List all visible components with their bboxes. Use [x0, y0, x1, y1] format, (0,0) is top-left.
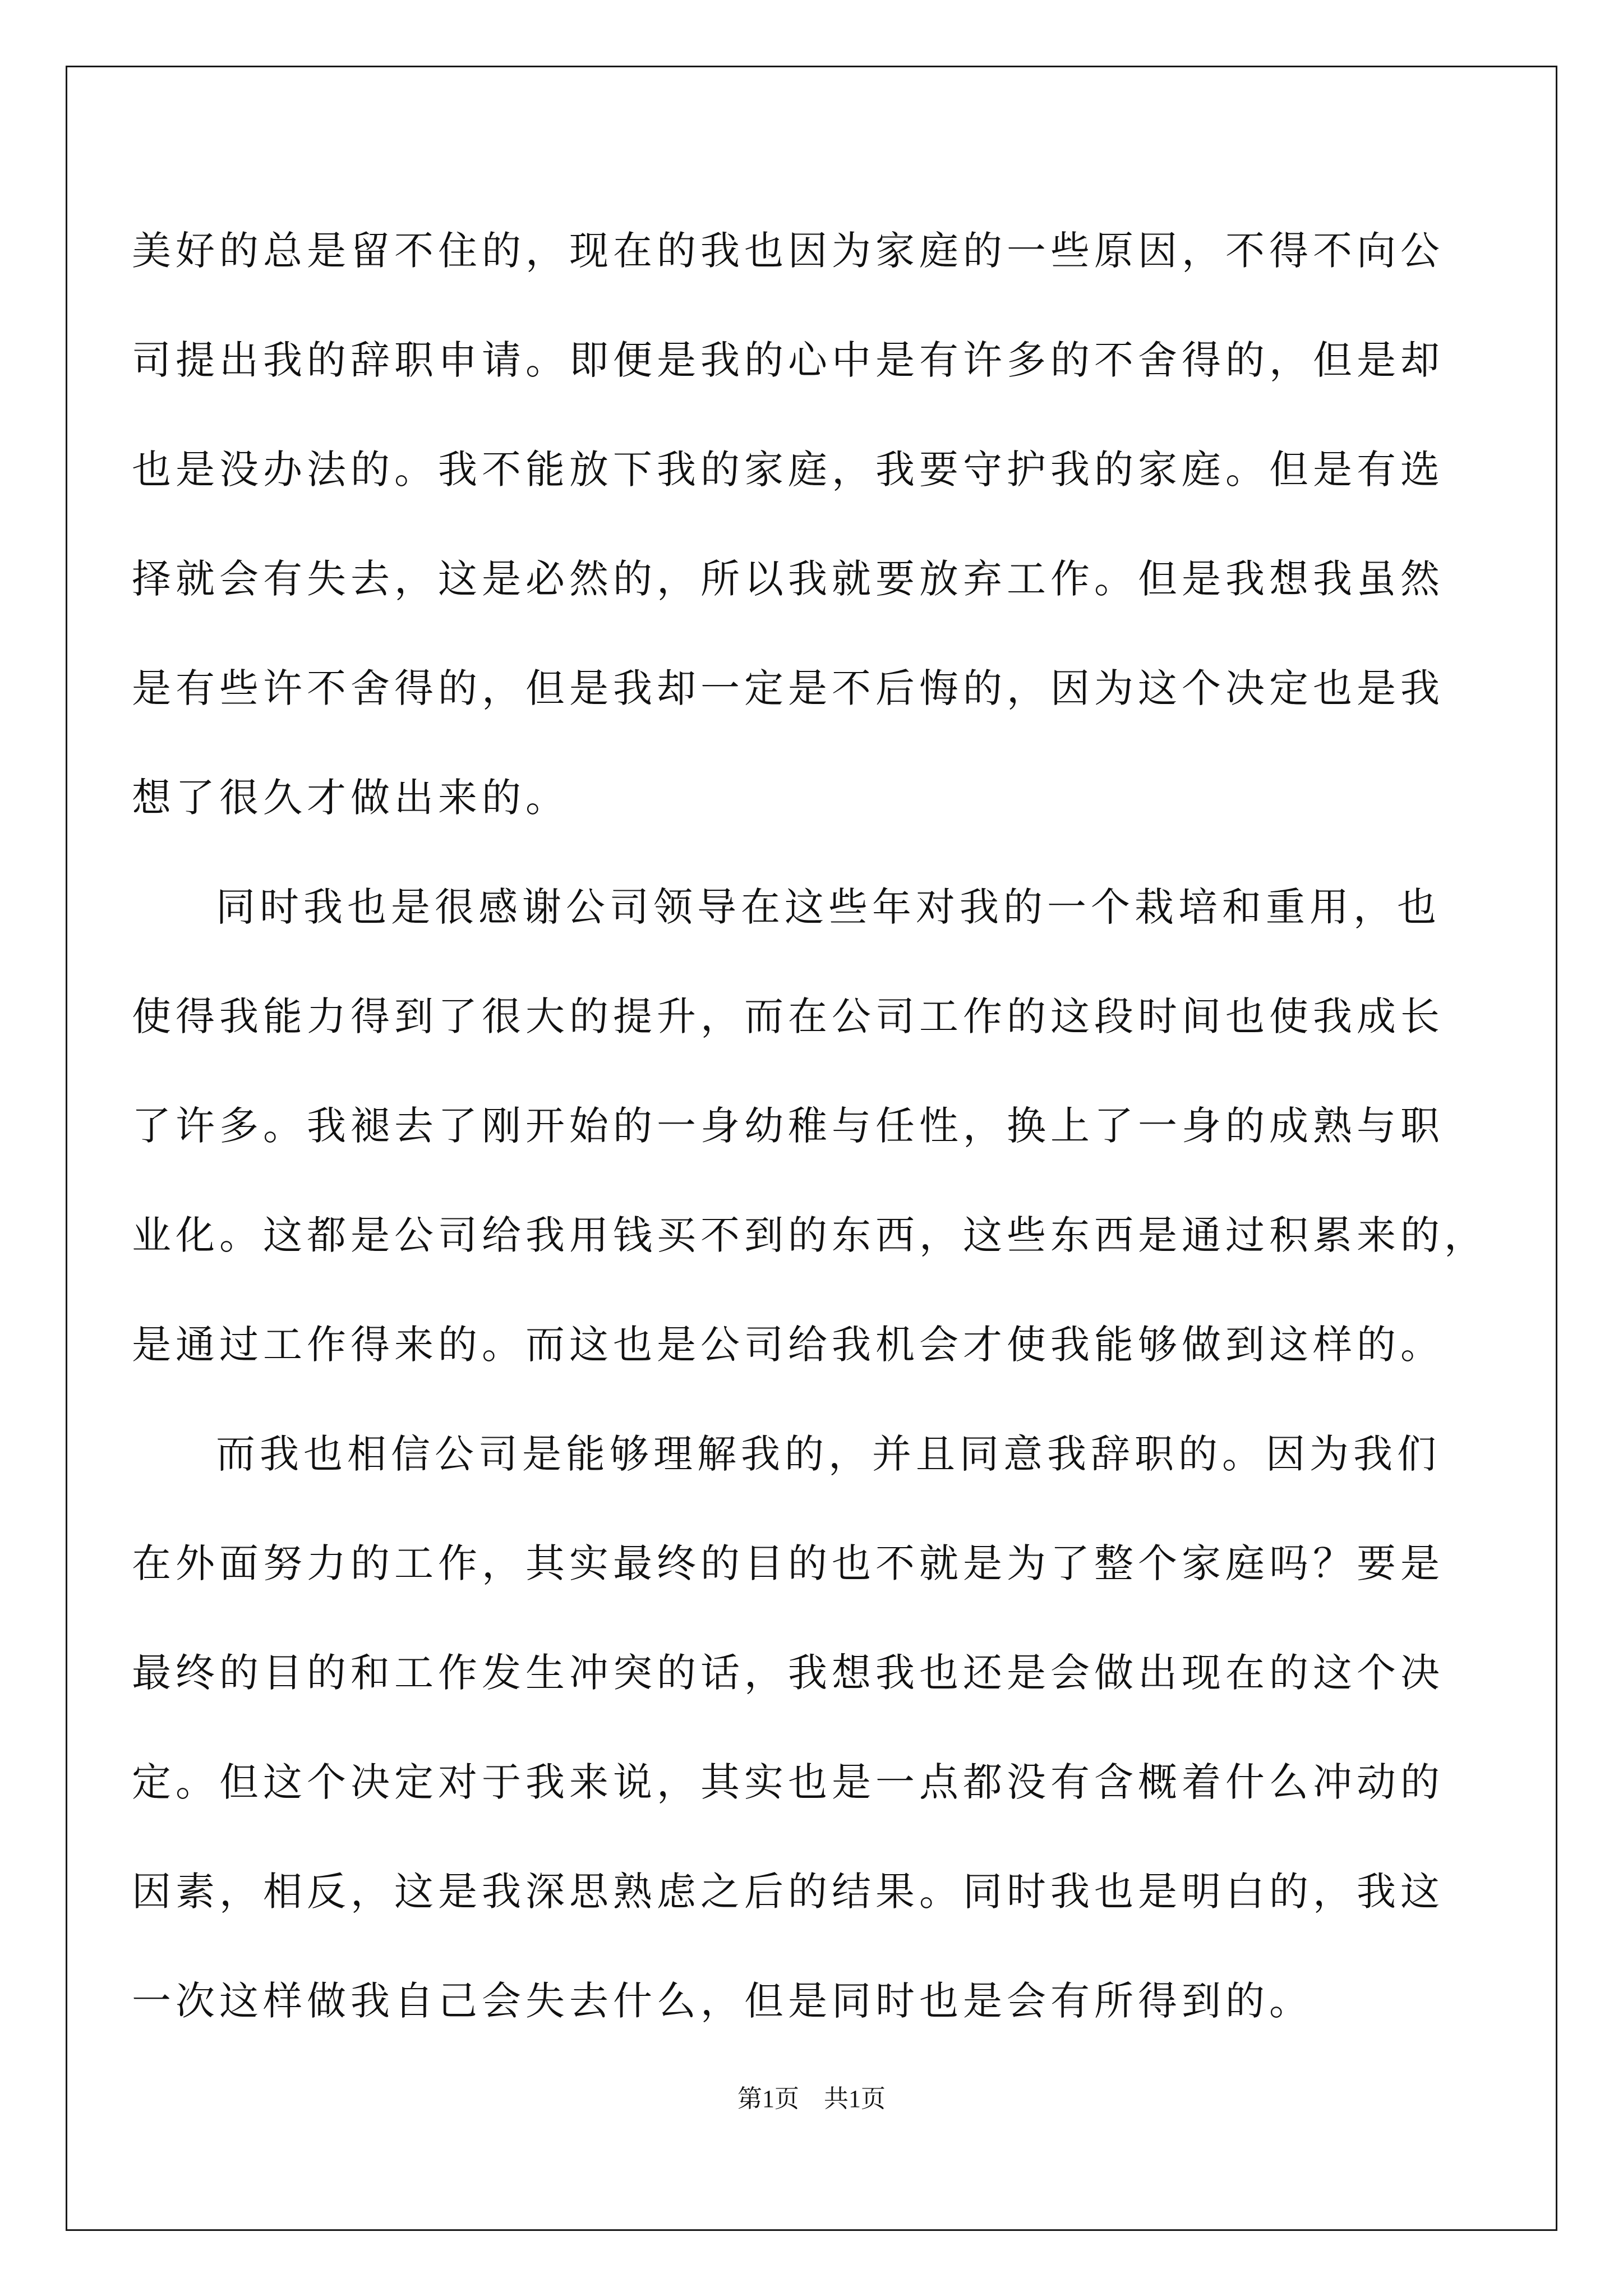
document-body [132, 209, 1500, 2068]
text-line: 使得我能力得到了很大的提升，而在公司工作的这段时间也使我成长 [132, 993, 1444, 1039]
text-line: 也是没办法的。我不能放下我的家庭，我要守护我的家庭。但是有选 [132, 447, 1444, 493]
text-line: 在外面努力的工作，其实最终的目的也不就是为了整个家庭吗？要是 [132, 1540, 1444, 1586]
page-total: 共1页 [824, 2085, 886, 2113]
paragraph [132, 209, 1500, 865]
text-line: 业化。这都是公司给我用钱买不到的东西，这些东西是通过积累来的， [132, 1212, 1488, 1258]
paragraph [132, 865, 1500, 1412]
text-line: 而我也相信公司是能够理解我的，并且同意我辞职的。因为我们 [216, 1431, 1441, 1477]
text-line: 最终的目的和工作发生冲突的话，我想我也还是会做出现在的这个决 [132, 1650, 1444, 1696]
text-line: 司提出我的辞职申请。即便是我的心中是有许多的不舍得的，但是却 [132, 337, 1444, 383]
text-line: 想了很久才做出来的。 [132, 775, 569, 821]
text-line: 同时我也是很感谢公司领导在这些年对我的一个栽培和重用，也 [216, 884, 1441, 930]
page-number: 第1页 [737, 2085, 799, 2113]
text-line: 美好的总是留不住的，现在的我也因为家庭的一些原因，不得不向公 [132, 228, 1444, 274]
paragraph [132, 1412, 1500, 2068]
text-line: 是通过工作得来的。而这也是公司给我机会才使我能够做到这样的。 [132, 1322, 1444, 1368]
text-line: 择就会有失去，这是必然的，所以我就要放弃工作。但是我想我虽然 [132, 556, 1444, 602]
text-line: 了许多。我褪去了刚开始的一身幼稚与任性，换上了一身的成熟与职 [132, 1103, 1444, 1149]
text-line: 是有些许不舍得的，但是我却一定是不后悔的，因为这个决定也是我 [132, 665, 1444, 711]
text-line: 定。但这个决定对于我来说，其实也是一点都没有含概着什么冲动的 [132, 1759, 1444, 1805]
text-line: 因素，相反，这是我深思熟虑之后的结果。同时我也是明白的，我这 [132, 1869, 1444, 1915]
page-footer [0, 2078, 1623, 2114]
text-line: 一次这样做我自己会失去什么，但是同时也是会有所得到的。 [132, 1978, 1313, 2024]
